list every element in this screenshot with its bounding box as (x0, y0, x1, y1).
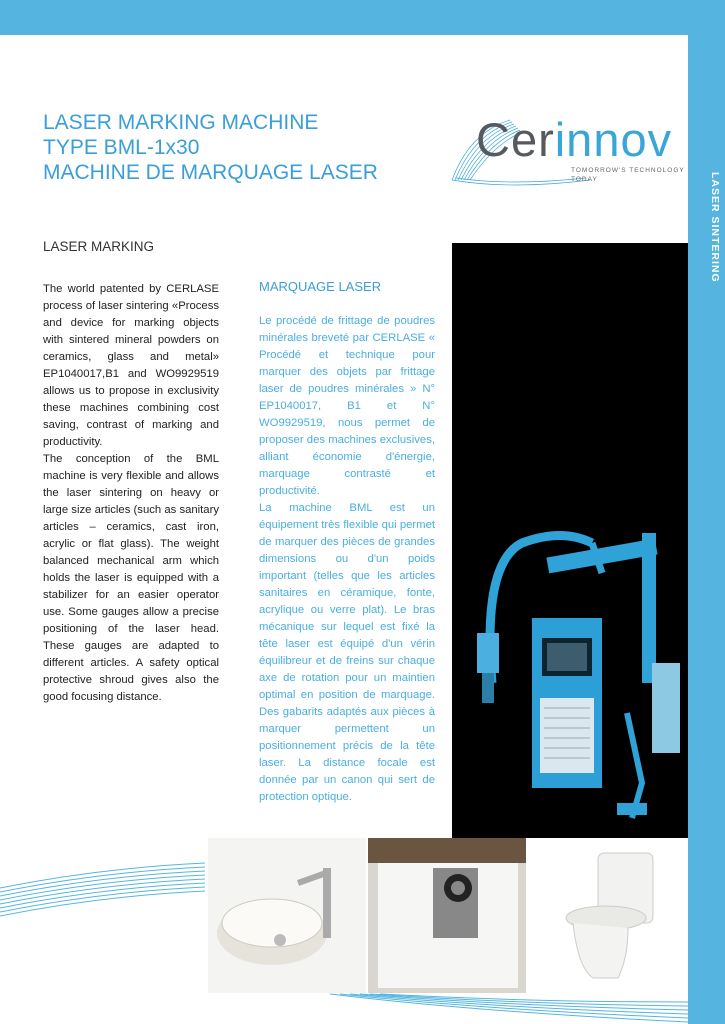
french-body (259, 313, 435, 806)
top-accent-bar (0, 0, 725, 35)
sanitary-articles-photos (208, 838, 688, 993)
decorative-wave-left (0, 858, 205, 928)
title-line-3: MACHINE DE MARQUAGE LASER (43, 161, 378, 184)
french-paragraph: Le procédé de frittage de poudres minérales breveté par CERLASE « Procédé et technique pour marquer des objets par frittage laser de poudres minérales » N° EP1040017, B1 et N° WO9929519, nous permet de proposer des machines exclusives, alliant économie d'énergie, marquage contrasté et productivité. (259, 315, 435, 497)
page-title (43, 110, 378, 185)
laser-machine-photo (452, 243, 688, 838)
english-paragraph: The conception of the BML machine is very flexible and allows the laser sintering on heavy or large size articles (such as sanitary articles – ceramics, cast iron, acrylic or flat glass). The weight balanced mechanical arm which holds the laser is equipped with a stabilizer for an easier operator use. Some gauges allow a precise positioning of the laser head. These gauges are adapted to different articles. A safety optical protective shroud gives also the good focusing distance. (43, 453, 219, 703)
logo-suffix: innov (554, 113, 673, 166)
tagline-line-2: TODAY (571, 176, 598, 183)
title-line-2: TYPE BML-1x30 (43, 136, 200, 159)
logo-prefix: Cer (476, 113, 555, 166)
title-line-1: LASER MARKING MACHINE (43, 111, 319, 134)
english-body (43, 281, 219, 706)
french-paragraph: La machine BML est un équipement très flexible qui permet de marquer des pièces de grandes dimensions ou d'un poids important (telles que les articles sanitaires en céramique, fonte, acrylique ou verre plat). Le bras mécanique sur lequel est fixé la tête laser est équipé d'un vérin équilibreur et de freins sur chaque axe de rotation pour un maintien optimal en position de marquage. Des gabarits adaptés aux pièces à marquer permettent un positionnement précis de la tête laser. La distance focale est donnée par un canon qui sert de protection optique. (259, 502, 435, 803)
logo-tagline (571, 166, 685, 184)
english-paragraph: The world patented by CERLASE process of laser sintering «Process and device for marking objects with sintered mineral powders on ceramics, glass and metal» EP1040017,B1 and WO9929519 allows us to propose in exclusivity these machines combining cost saving, contrast of marking and productivity. (43, 283, 219, 448)
side-category-label: LASER SINTERING (709, 172, 721, 283)
french-heading: MARQUAGE LASER (259, 279, 382, 294)
english-heading: LASER MARKING (43, 239, 155, 254)
company-logo-wordmark (476, 112, 672, 167)
tagline-line-1: TOMORROW'S TECHNOLOGY (571, 167, 685, 174)
decorative-wave-bottom (330, 992, 688, 1024)
